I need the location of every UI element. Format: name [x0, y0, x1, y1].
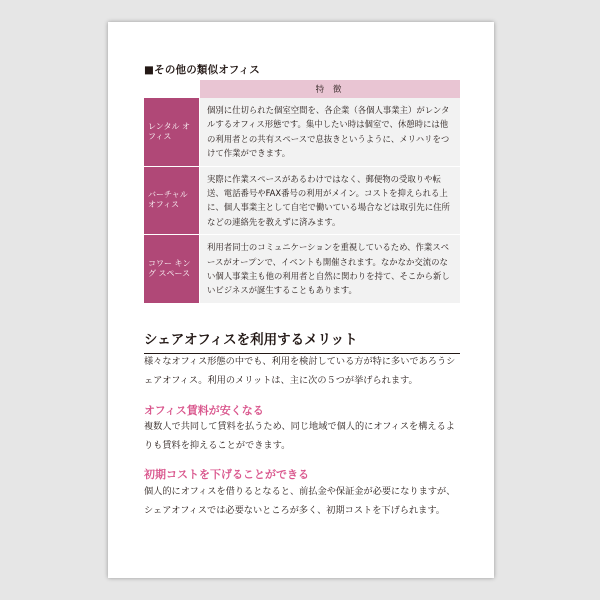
row-label: バーチャル オフィス: [144, 167, 200, 235]
row-description: 実際に作業スペースがあるわけではなく、郵便物の受取りや転送、電話番号やFAX番号の利用がメイン。コストを抑えられる上に、個人事業主として自宅で働いている場合などは取引先に住所などの連絡先を教えずに済みます。: [200, 167, 460, 235]
table-header-features: 特 徴: [200, 80, 460, 98]
merit-intro: 様々なオフィス形態の中でも、利用を検討している方が特に多いであろうシェアオフィス。利用のメリットは、主に次の５つが挙げられます。: [144, 356, 456, 386]
merit-item-body: 個人的にオフィスを借りるとなると、前払金や保証金が必要になりますが、シェアオフィスでは必要ないところが多く、初期コストを下げられます。: [144, 486, 456, 516]
row-label: レンタル オフィス: [144, 98, 200, 166]
row-label: コワー キング スペース: [144, 235, 200, 303]
merit-item-body: 複数人で共同して賃料を払うため、同じ地域で個人的にオフィスを構えるよりも賃料を抑えることができます。: [144, 421, 455, 451]
office-types-table: [144, 80, 460, 304]
row-description: 個別に仕切られた個室空間を、各企業（各個人事業主）がレンタルするオフィス形態です。集中したい時は個室で、休憩時には他の利用者との共有スペースで息抜きというように、メリハリをつけて作業ができます。: [200, 98, 460, 166]
merit-heading: シェアオフィスを利用するメリット: [144, 328, 460, 354]
section-title: ■その他の類似オフィス: [144, 64, 260, 76]
table-row: [144, 167, 460, 236]
table-row: [144, 98, 460, 167]
merit-item-heading: オフィス賃料が安くなる: [144, 404, 264, 417]
table-header-corner: [144, 80, 200, 98]
table-header-row: [144, 80, 460, 98]
table-row: [144, 235, 460, 304]
document-page: [108, 22, 494, 578]
row-description: 利用者同士のコミュニケーションを重視しているため、作業スペースがオープンで、イベントも開催されます。なかなか交流のない個人事業主も他の利用者と自然に関わりを持て、そこから新しいビジネスが誕生することもあります。: [200, 235, 460, 303]
merit-item-heading: 初期コストを下げることができる: [144, 468, 309, 481]
